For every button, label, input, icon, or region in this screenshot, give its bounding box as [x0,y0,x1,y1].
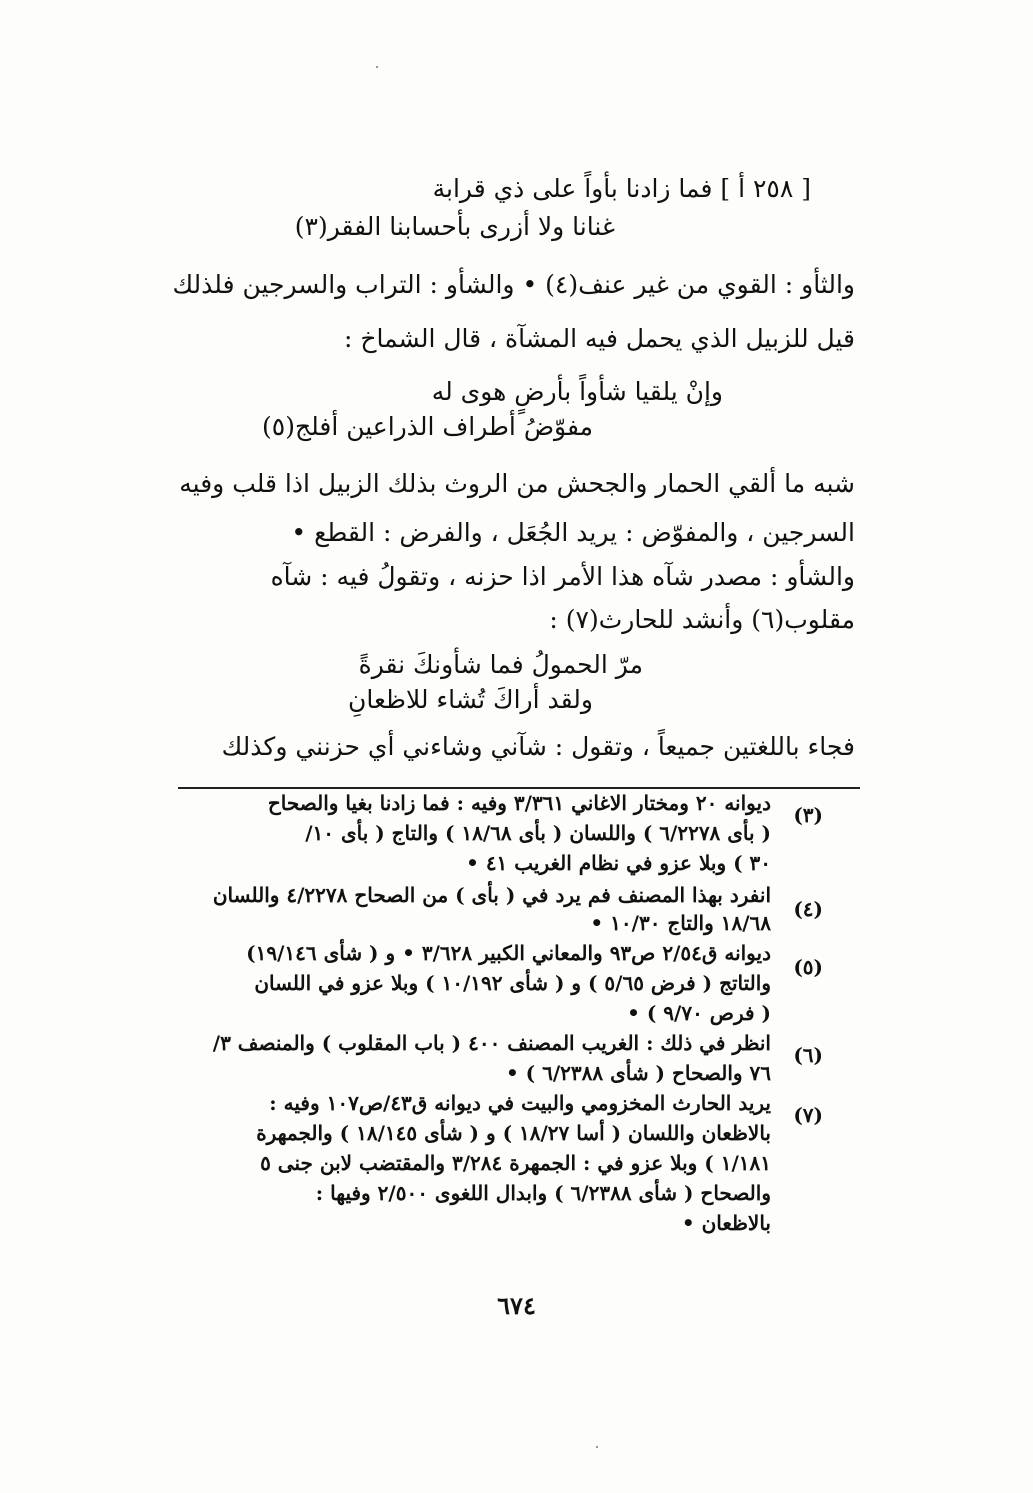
footnote-line: ١/١٨١ ) وبلا عزو في : الجمهرة ٣/٢٨٤ والمقتضب لابن جنى ٥ [260,1151,771,1175]
text-line-1: والثأو : القوي من غير عنف(٤) • والشأو : التراب والسرجين فلذلك [172,270,855,299]
text-line-3: شبه ما ألقي الحمار والجحش من الروث بذلك الزبيل اذا قلب وفيه [179,469,855,498]
footnote-line: بالاظعان • [681,1211,771,1235]
footnote-line: والتاتج ( فرض ٥/٦٥ ) و ( شأى ١٠/١٩٢ ) وبلا عزو في اللسان [254,971,771,995]
text-line-6: مقلوب(٦) وأنشد للحارث(٧) : [549,605,855,634]
footnote-line: ( بأى ٦/٢٢٧٨ ) واللسان ( بأى ١٨/٦٨ ) والتاج ( بأى ١٠/ [305,821,771,845]
footnote-line: ١٨/٦٨ والتاج ١٠/٣٠ • [590,911,771,935]
footnote-line: ٧٦ والصحاح ( شأى ٦/٢٣٨٨ ) • [505,1061,771,1085]
footnote-line: ٣٠ ) وبلا عزو في نظام الغريب ٤١ • [466,851,771,875]
speck-mark [596,1446,598,1448]
footnote-separator [178,787,860,789]
footnote-number: (٧) [793,1103,823,1127]
footnote-number: (٦) [793,1043,823,1067]
speck-mark [376,66,378,68]
page-number: ٦٧٤ [497,1291,536,1320]
footnote-line: انفرد بهذا المصنف فم يرد في ( بأى ) من الصحاح ٤/٢٢٧٨ واللسان [212,883,771,907]
footnote-line: ديوانه ق٢/٥٤ ص٩٣ والمعاني الكبير ٣/٦٢٨ • و ( شأى ١٩/١٤٦) [246,941,771,965]
footnote-line: انظر في ذلك : الغريب المصنف ٤٠٠ ( باب المقلوب ) والمنصف ٣/ [212,1031,771,1055]
footnote-line: ( فرص ٩/٧٠ ) • [627,1001,771,1025]
text-line-5: والشأو : مصدر شآه هذا الأمر اذا حزنه ، وتقولُ فيه : شآه [270,562,855,591]
footnote-number: (٥) [793,955,823,979]
footnote-number: (٣) [793,803,823,827]
footnote-number: (٤) [793,897,823,921]
verse-line-4: مفوّضُ أطراف الذراعين أفلج(٥) [262,412,593,441]
footnote-line: يريد الحارث المخزومي والبيت في ديوانه ق٤٣/ص١٠٧ وفيه : [269,1091,771,1115]
footnote-line: ديوانه ٢٠ ومختار الاغاني ٣/٣٦١ وفيه : فما زادنا بغيا والصحاح [267,791,771,815]
verse-line-6: ولقد أراكَ تُشاء للاظعانِ [348,685,593,714]
footnote-line: بالاظعان واللسان ( أسا ١٨/٢٧ ) و ( شأى ١٨/١٤٥ ) والجمهرة [256,1121,771,1145]
verse-line-1: [ ٢٥٨ أ ] فما زادنا بأواً على ذي قرابة [432,174,811,203]
verse-line-3: وإنْ يلقيا شأواً بأرضٍ هوى له [431,377,723,406]
footnote-line: والصحاح ( شأى ٦/٢٣٨٨ ) وابدال اللغوى ٢/٥٠٠ وفيها : [315,1181,771,1205]
text-line-4: السرجين ، والمفوّض : يريد الجُعَل ، والفرض : القطع • [291,518,855,547]
verse-line-2: غنانا ولا أزرى بأحسابنا الفقر(٣) [294,212,615,241]
text-line-7: فجاء باللغتين جميعاً ، وتقول : شآني وشاءني أي حزنني وكذلك [221,732,855,761]
text-line-2: قيل للزبيل الذي يحمل فيه المشآة ، قال الشماخ : [343,324,855,353]
verse-line-5: مرّ الحمولُ فما شأونكَ نقرةً [358,650,643,679]
